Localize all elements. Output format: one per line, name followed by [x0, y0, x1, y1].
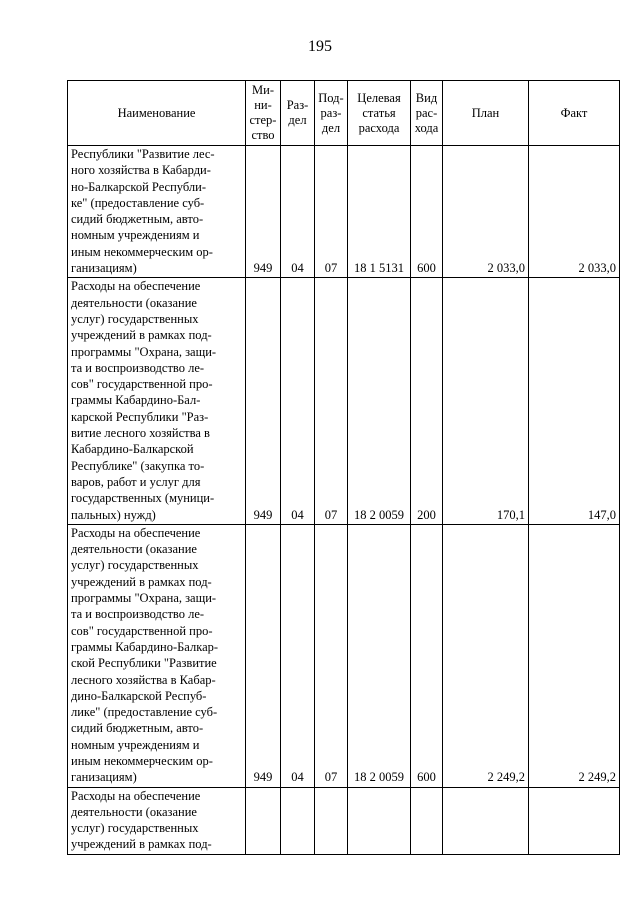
table-row: [68, 146, 620, 278]
row-name: Расходы на обеспечение деятельности (оказание услуг) государственных учреждений в рамках под- программы "Охрана, защи- та и воспроизводство ле- сов" государственной про- граммы Кабардино-Балкар- ской Республики "Развитие лесного хозяйства в Кабар- дино-Балкарской Респуб- лике" (предоставление суб- сидий бюджетным, авто- номным учреждениям и иным некоммерческим ор- ганизациям): [68, 524, 246, 787]
row-fact: 2 249,2: [529, 524, 620, 787]
row-section: 04: [281, 278, 315, 524]
header-subsection: Под- раз- дел: [315, 81, 348, 146]
row-target-article: 18 2 0059: [348, 524, 411, 787]
row-plan: [443, 787, 529, 854]
table-row: [68, 524, 620, 787]
row-subsection: 07: [315, 524, 348, 787]
row-ministry: 949: [246, 524, 281, 787]
budget-table: [67, 80, 620, 855]
row-target-article: 18 2 0059: [348, 278, 411, 524]
row-section: 04: [281, 146, 315, 278]
row-section: 04: [281, 524, 315, 787]
row-fact: [529, 787, 620, 854]
row-name: Республики "Развитие лес- ного хозяйства в Кабарди- но-Балкарской Республи- ке" (предоставление суб- сидий бюджетным, авто- номным учреждениям и иным некоммерческим ор- ганизациям): [68, 146, 246, 278]
row-expense-type: 600: [411, 146, 443, 278]
row-target-article: [348, 787, 411, 854]
row-ministry: 949: [246, 278, 281, 524]
row-target-article: 18 1 5131: [348, 146, 411, 278]
row-section: [281, 787, 315, 854]
header-target-article: Целевая статья расхода: [348, 81, 411, 146]
row-subsection: [315, 787, 348, 854]
row-expense-type: 200: [411, 278, 443, 524]
row-fact: 147,0: [529, 278, 620, 524]
row-fact: 2 033,0: [529, 146, 620, 278]
header-fact: Факт: [529, 81, 620, 146]
row-name: Расходы на обеспечение деятельности (оказание услуг) государственных учреждений в рамках под- программы "Охрана, защи- та и воспроизводство ле- сов" государственной про- граммы Кабардино-Бал- карской Республики "Раз- витие лесного хозяйства в Кабардино-Балкарской Республике" (закупка то- варов, работ и услуг для государственных (муници- пальных) нужд): [68, 278, 246, 524]
row-subsection: 07: [315, 278, 348, 524]
row-plan: 2 249,2: [443, 524, 529, 787]
row-expense-type: [411, 787, 443, 854]
row-plan: 2 033,0: [443, 146, 529, 278]
row-ministry: [246, 787, 281, 854]
header-ministry: Ми- ни- стер- ство: [246, 81, 281, 146]
header-name: Наименование: [68, 81, 246, 146]
header-expense-type: Вид рас- хода: [411, 81, 443, 146]
row-subsection: 07: [315, 146, 348, 278]
row-ministry: 949: [246, 146, 281, 278]
header-plan: План: [443, 81, 529, 146]
row-name: Расходы на обеспечение деятельности (оказание услуг) государственных учреждений в рамках под-: [68, 787, 246, 854]
row-plan: 170,1: [443, 278, 529, 524]
row-expense-type: 600: [411, 524, 443, 787]
header-section: Раз- дел: [281, 81, 315, 146]
table-row: [68, 278, 620, 524]
page-number: 195: [308, 38, 332, 55]
table-header-row: [68, 81, 620, 146]
table-row: [68, 787, 620, 854]
